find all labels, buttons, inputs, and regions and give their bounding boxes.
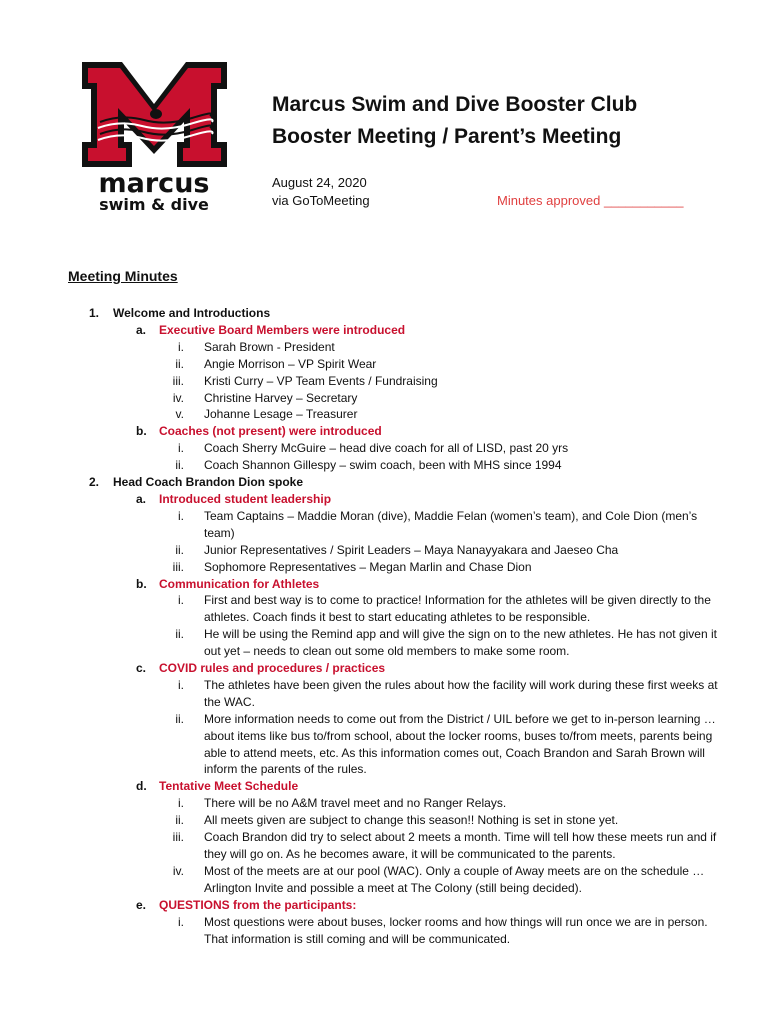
outline-point (0, 677, 770, 711)
outline-point (0, 356, 770, 373)
outline-point (0, 711, 770, 779)
outline-point-number: ii. (175, 458, 184, 473)
outline-point-number: i. (178, 677, 184, 692)
meeting-date: August 24, 2020 (272, 175, 367, 190)
outline-point-text: Sarah Brown - President (204, 339, 335, 354)
outline-point (0, 542, 770, 559)
outline-subitem (0, 322, 770, 339)
outline-point (0, 390, 770, 407)
outline-point-number: i. (178, 914, 184, 929)
minutes-outline (0, 305, 770, 947)
outline-point-number: ii. (175, 813, 184, 828)
outline-point-text: More information needs to come out from the District / UIL before we get to in-person learning … about items like bus to/from school, about the locker rooms, buses to/from meets, parents being able to attend meets, etc. As this information comes out, Coach Brandon and Sarah Brown will inform the parents of the rules. (204, 711, 716, 777)
marcus-swim-dive-logo (82, 62, 227, 214)
logo-word-swim-dive: swim & dive (99, 195, 209, 214)
outline-point-text: Most of the meets are at our pool (WAC). Only a couple of Away meets are on the schedule … Arlington Invite and possible a meet at The Colony (still being decided). (204, 863, 705, 895)
section-heading: Meeting Minutes (68, 268, 178, 284)
outline-item-text: Welcome and Introductions (113, 306, 271, 320)
outline-point-number: iii. (172, 559, 184, 574)
outline-point-number: iv. (172, 390, 184, 405)
title-line-1: Marcus Swim and Dive Booster Club (272, 93, 638, 116)
outline-point-number: ii. (175, 356, 184, 371)
outline-point-text: Sophomore Representatives – Megan Marlin and Chase Dion (204, 559, 532, 574)
outline-subitem-number: a. (136, 322, 147, 337)
minutes-approved-line: Minutes approved ___________ (497, 193, 684, 208)
outline-item-number: 1. (89, 306, 100, 320)
outline-point-text: Most questions were about buses, locker rooms and how things will run once we are in person. That information is still coming and will be communicated. (204, 914, 708, 946)
outline-subitem-text: Tentative Meet Schedule (159, 779, 299, 794)
outline-point-text: Team Captains – Maddie Moran (dive), Maddie Felan (women’s team), and Cole Dion (men’s team) (204, 508, 698, 540)
outline-point (0, 914, 770, 948)
outline-point-number: ii. (175, 627, 184, 642)
outline-point (0, 795, 770, 812)
outline-point-number: iii. (172, 373, 184, 388)
outline-point-number: i. (178, 441, 184, 456)
outline-subitem-number: b. (136, 576, 147, 591)
outline-point (0, 440, 770, 457)
document-title (272, 89, 637, 153)
outline-point-text: Christine Harvey – Secretary (204, 390, 358, 405)
outline-point-number: ii. (175, 542, 184, 557)
outline-item-number: 2. (89, 475, 100, 490)
outline-point-text: The athletes have been given the rules about how the facility will work during these first weeks at the WAC. (204, 677, 718, 709)
outline-subitem (0, 576, 770, 593)
outline-subitem-text: COVID rules and procedures / practices (159, 661, 386, 676)
outline-point-number: i. (178, 339, 184, 354)
outline-point-text: He will be using the Remind app and will give the sign on to the new athletes. He has not given it out yet – needs to clean out some old members to make some room. (204, 627, 717, 659)
outline-point (0, 626, 770, 660)
outline-subitem-text: Communication for Athletes (159, 576, 320, 591)
swimmer-head-icon (150, 109, 162, 119)
outline-point-number: i. (178, 508, 184, 523)
outline-subitem-text: Introduced student leadership (159, 491, 332, 506)
outline-point (0, 829, 770, 863)
outline-point (0, 508, 770, 542)
outline-subitem (0, 423, 770, 440)
outline-point-text: First and best way is to come to practice! Information for the athletes will be given directly to the athletes. Coach finds it best to start educating athletes to be responsible. (204, 593, 711, 625)
meeting-meta (272, 174, 370, 210)
outline-point (0, 373, 770, 390)
outline-subitem-text: QUESTIONS from the participants: (159, 897, 357, 912)
outline-point (0, 863, 770, 897)
outline-point-number: v. (175, 407, 184, 422)
outline-subitem-number: b. (136, 424, 147, 439)
outline-subitem (0, 778, 770, 795)
outline-item-text: Head Coach Brandon Dion spoke (113, 475, 304, 490)
outline-point (0, 339, 770, 356)
outline-subitem-number: a. (136, 491, 147, 506)
outline-point-text: Johanne Lesage – Treasurer (204, 407, 358, 422)
outline-subitem-number: d. (136, 779, 147, 794)
outline-subitem-text: Executive Board Members were introduced (159, 322, 406, 337)
outline-point-number: i. (178, 796, 184, 811)
outline-point-number: iii. (172, 830, 184, 845)
outline-point-number: i. (178, 593, 184, 608)
outline-point (0, 559, 770, 576)
outline-point-text: Junior Representatives / Spirit Leaders – Maya Nanayyakara and Jaeseo Cha (204, 542, 619, 557)
outline-point-text: All meets given are subject to change this season!! Nothing is set in stone yet. (204, 813, 619, 828)
outline-point-text: Kristi Curry – VP Team Events / Fundraising (204, 373, 438, 388)
outline-point-text: Coach Brandon did try to select about 2 meets a month. Time will tell how these meets run and if they will go on. As he becomes aware, it will be communicated to the parents. (204, 830, 717, 861)
outline-point-number: iv. (172, 863, 184, 878)
outline-point-text: Coach Sherry McGuire – head dive coach for all of LISD, past 20 yrs (204, 441, 569, 456)
title-line-2: Booster Meeting / Parent’s Meeting (272, 125, 622, 148)
meeting-venue: via GoToMeeting (272, 193, 370, 208)
outline-point-text: Coach Shannon Gillespy – swim coach, been with MHS since 1994 (204, 458, 562, 473)
outline-point-text: There will be no A&M travel meet and no Ranger Relays. (204, 796, 507, 811)
outline-item (0, 474, 770, 491)
outline-point (0, 406, 770, 423)
outline-point-text: Angie Morrison – VP Spirit Wear (204, 356, 377, 371)
outline-point (0, 592, 770, 626)
logo-word-marcus: marcus (98, 168, 210, 199)
outline-subitem (0, 491, 770, 508)
outline-subitem (0, 897, 770, 914)
outline-subitem (0, 660, 770, 677)
outline-subitem-text: Coaches (not present) were introduced (159, 424, 382, 439)
outline-point (0, 457, 770, 474)
outline-point-number: ii. (175, 711, 184, 726)
outline-point (0, 812, 770, 829)
outline-subitem-number: c. (136, 661, 147, 676)
outline-item (0, 305, 770, 322)
outline-subitem-number: e. (136, 897, 147, 912)
